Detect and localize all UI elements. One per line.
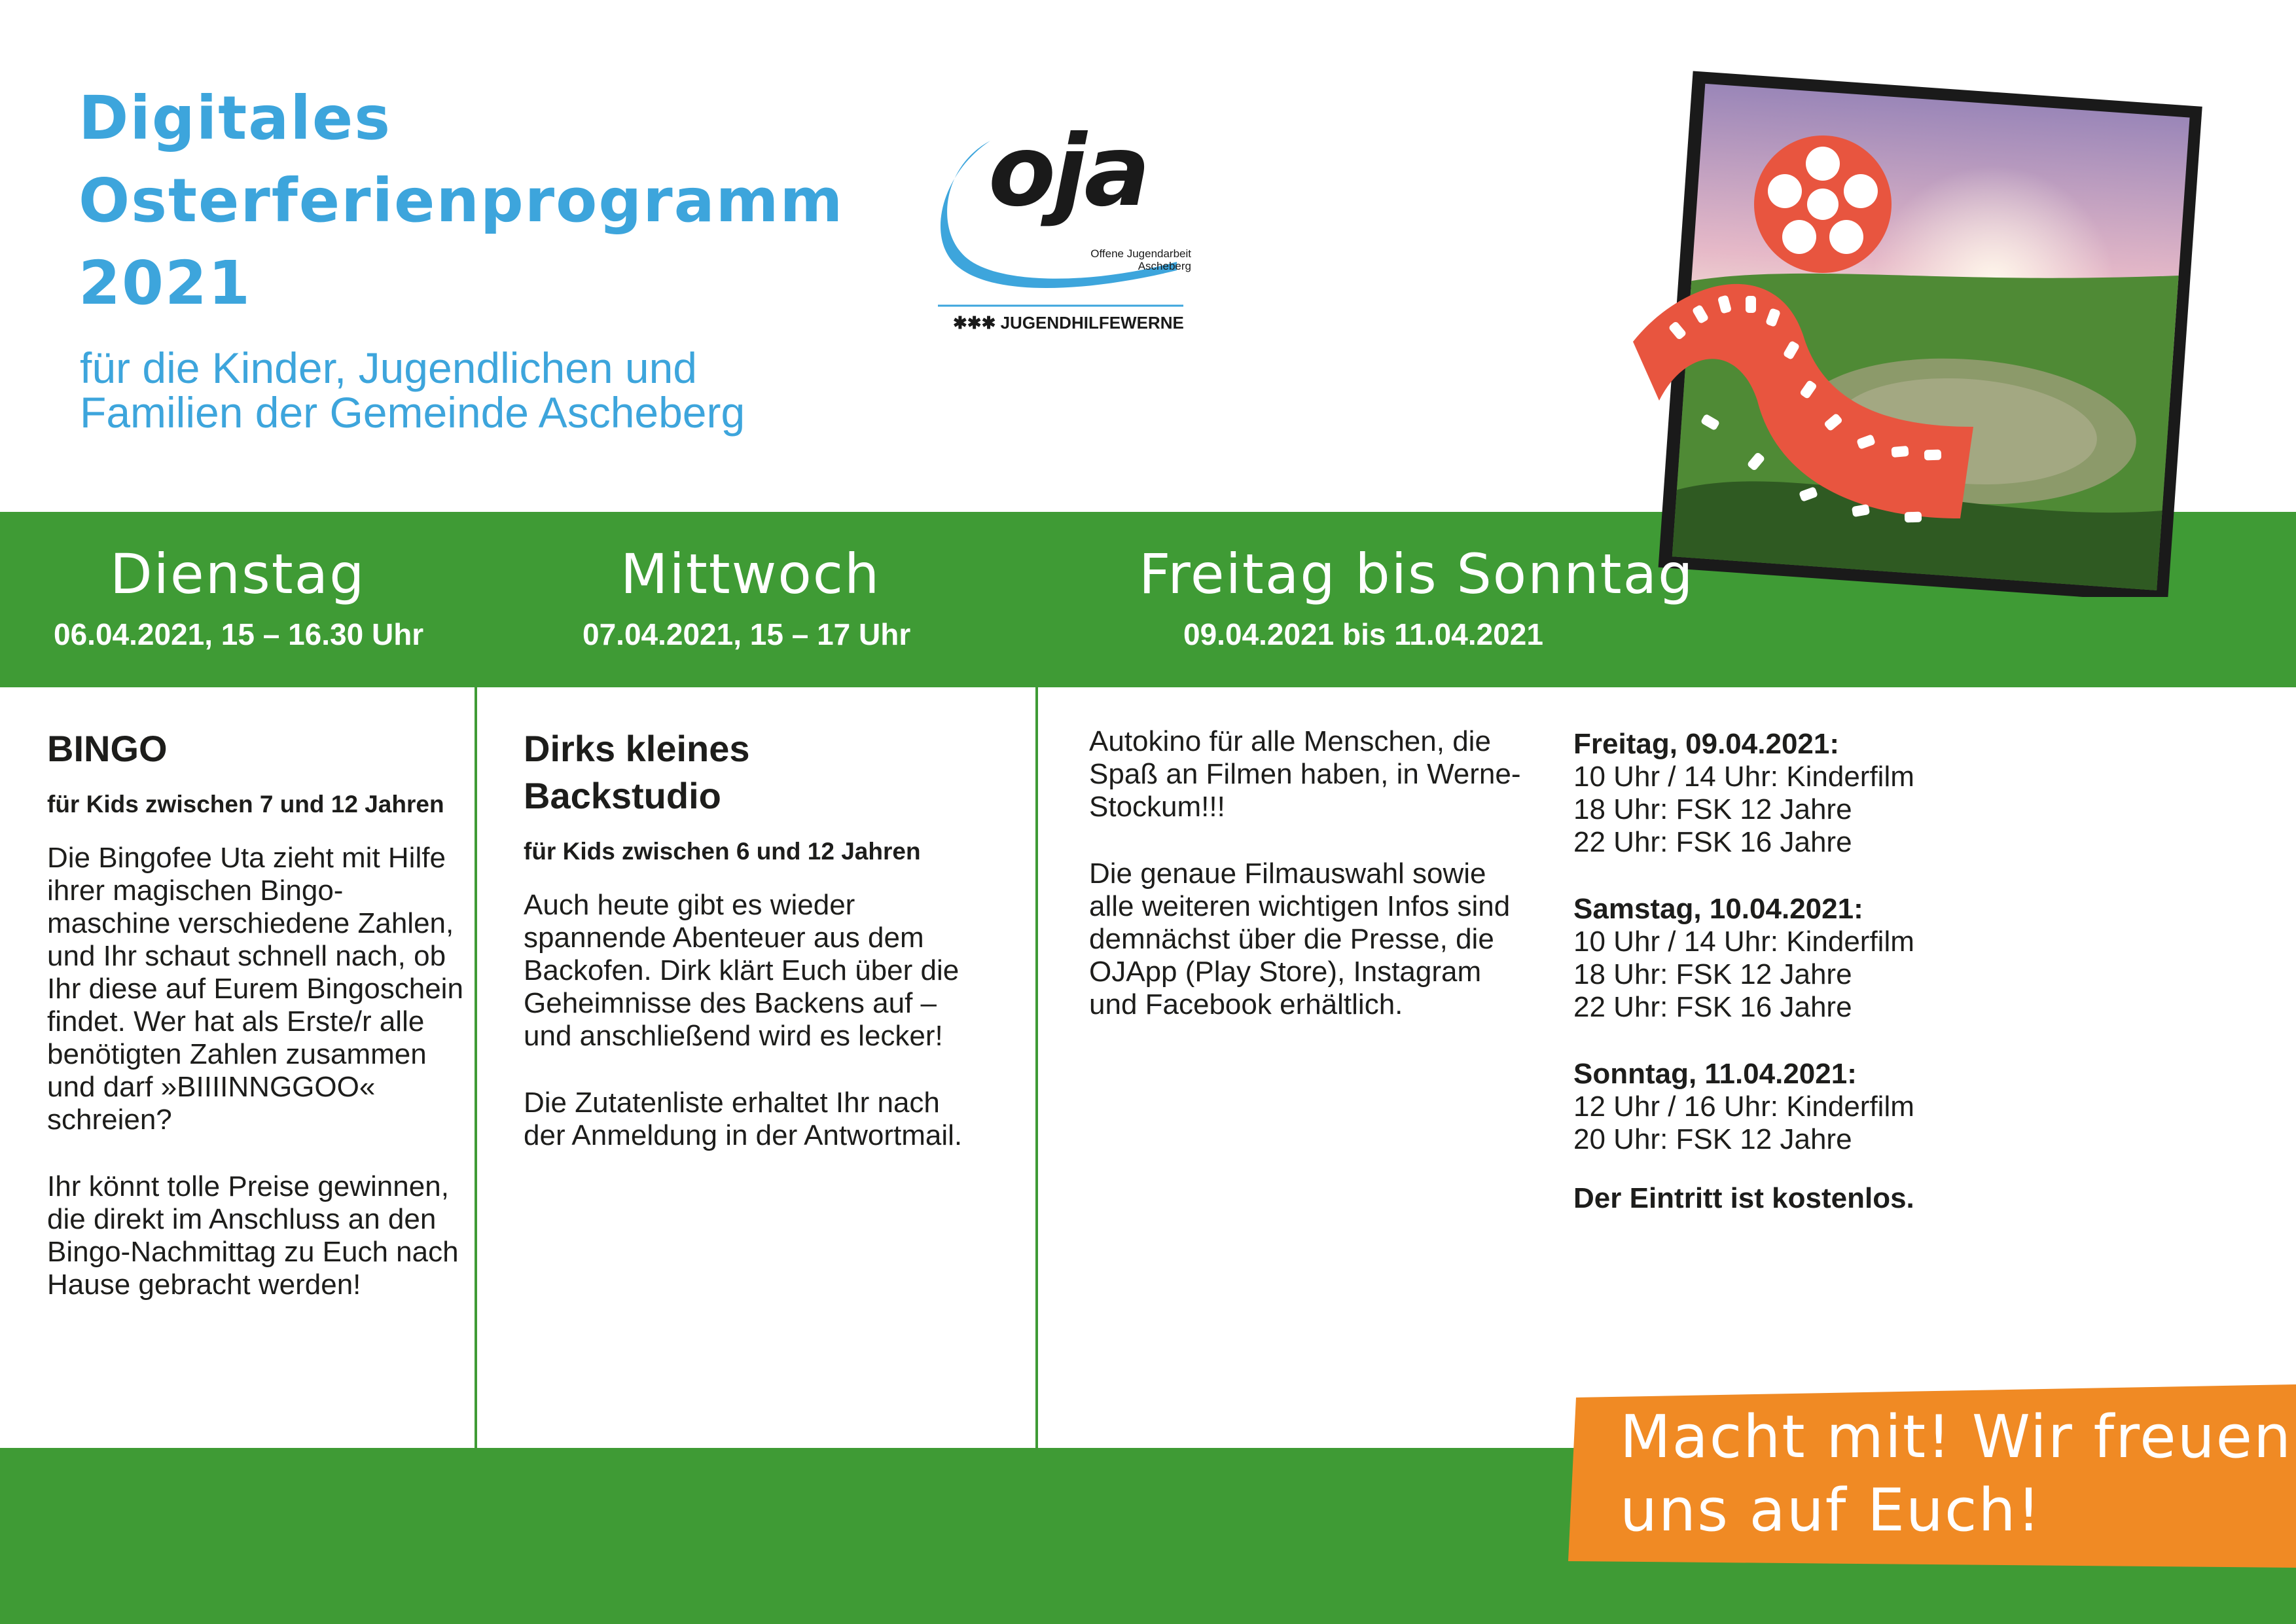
schedule-sunday <box>1573 1058 1940 1156</box>
logo-sub-line-2: Ascheberg <box>1138 260 1191 272</box>
subtitle-line-2: Familien der Gemeinde Ascheberg <box>80 388 745 437</box>
event-description: Autokino für alle Menschen, die Spaß an Filmen haben, in Werne-Stockum!!! <box>1089 725 1521 823</box>
schedule-line: 22 Uhr: FSK 16 Jahre <box>1573 991 1852 1023</box>
schedule-saturday <box>1573 893 1940 1024</box>
event-info: Die genaue Filmauswahl sowie alle weiteren wichtigen Infos sind demnächst über die Presse, die OJApp (Play Store), Instagram und Facebook erhältlich. <box>1089 857 1511 1020</box>
event-autokino <box>1089 725 1534 1055</box>
title-line-3: 2021 <box>79 248 252 318</box>
event-age: für Kids zwischen 7 und 12 Jahren <box>47 791 444 818</box>
schedule-line: 10 Uhr / 14 Uhr: Kinderfilm <box>1573 926 1914 958</box>
schedule-line: 12 Uhr / 16 Uhr: Kinderfilm <box>1573 1091 1914 1123</box>
day-title-freitag-sonntag: Freitag bis Sonntag <box>1139 542 1695 606</box>
page-title <box>79 77 929 325</box>
schedule-line: 20 Uhr: FSK 12 Jahre <box>1573 1123 1852 1155</box>
event-heading-line-1: Dirks kleines <box>524 728 750 769</box>
schedule-line: 10 Uhr / 14 Uhr: Kinderfilm <box>1573 761 1914 793</box>
schedule-day: Samstag, 10.04.2021: <box>1573 893 1863 925</box>
event-age: für Kids zwischen 6 und 12 Jahren <box>524 838 921 865</box>
column-divider <box>1035 687 1038 1448</box>
film-schedule <box>1573 728 1940 1215</box>
schedule-line: 18 Uhr: FSK 12 Jahre <box>1573 793 1852 825</box>
event-backstudio <box>524 725 975 1186</box>
subtitle-line-1: für die Kinder, Jugendlichen und <box>80 344 698 392</box>
free-entry-note: Der Eintritt ist kostenlos. <box>1573 1182 1914 1214</box>
event-heading <box>524 725 975 820</box>
schedule-day: Freitag, 09.04.2021: <box>1573 728 1840 760</box>
day-title-mittwoch: Mittwoch <box>620 542 881 606</box>
event-heading-line-2: Backstudio <box>524 775 721 816</box>
logo-sub-line-1: Offene Jugendarbeit <box>1090 247 1191 260</box>
column-divider <box>475 687 477 1448</box>
page-subtitle <box>80 346 800 435</box>
schedule-friday <box>1573 728 1940 859</box>
event-heading: BINGO <box>47 728 168 769</box>
day-title-dienstag: Dienstag <box>110 542 366 606</box>
partner-name: JUGENDHILFEWERNE <box>1000 313 1184 333</box>
event-bingo <box>47 725 466 1335</box>
title-line-1: Digitales <box>79 83 392 153</box>
logo-wordmark: oja <box>988 115 1148 228</box>
event-prizes: Ihr könnt tolle Preise gewinnen, die direkt im Anschluss an den Bingo-Nachmittag zu Euch nach Hause gebracht werden! <box>47 1170 459 1301</box>
event-description: Die Bingofee Uta zieht mit Hilfe ihrer magischen Bingo-maschine verschiedene Zahlen, und Ihr schaut schnell nach, ob Ihr diese auf Eurem Bingoschein findet. Wer hat als Erste/r alle benötigten Zahlen zusammen und darf »BIIIINNGGOO« schreien? <box>47 842 463 1136</box>
logo-subtext <box>1067 247 1191 272</box>
people-icon: ✱✱✱ <box>953 313 1001 333</box>
schedule-line: 22 Uhr: FSK 16 Jahre <box>1573 826 1852 858</box>
schedule-day: Sonntag, 11.04.2021: <box>1573 1058 1857 1090</box>
event-ingredients: Die Zutatenliste erhaltet Ihr nach der Anmeldung in der Antwortmail. <box>524 1087 963 1151</box>
day-date-freitag-sonntag: 09.04.2021 bis 11.04.2021 <box>1183 617 1543 651</box>
day-date-dienstag: 06.04.2021, 15 – 16.30 Uhr <box>54 617 424 651</box>
partner-logo <box>953 313 1184 333</box>
schedule-line: 18 Uhr: FSK 12 Jahre <box>1573 958 1852 990</box>
title-line-2: Osterferienprogramm <box>79 166 844 236</box>
cta-line-2: uns auf Euch! <box>1620 1476 2042 1545</box>
event-description: Auch heute gibt es wieder spannende Abenteuer aus dem Backofen. Dirk klärt Euch über die Geheimnisse des Backens auf – und anschließend wird es lecker! <box>524 889 960 1052</box>
cta-text <box>1620 1401 2292 1547</box>
cta-line-1: Macht mit! Wir freuen <box>1620 1403 2293 1471</box>
drive-in-photo <box>1607 60 2202 597</box>
day-date-mittwoch: 07.04.2021, 15 – 17 Uhr <box>583 617 911 651</box>
